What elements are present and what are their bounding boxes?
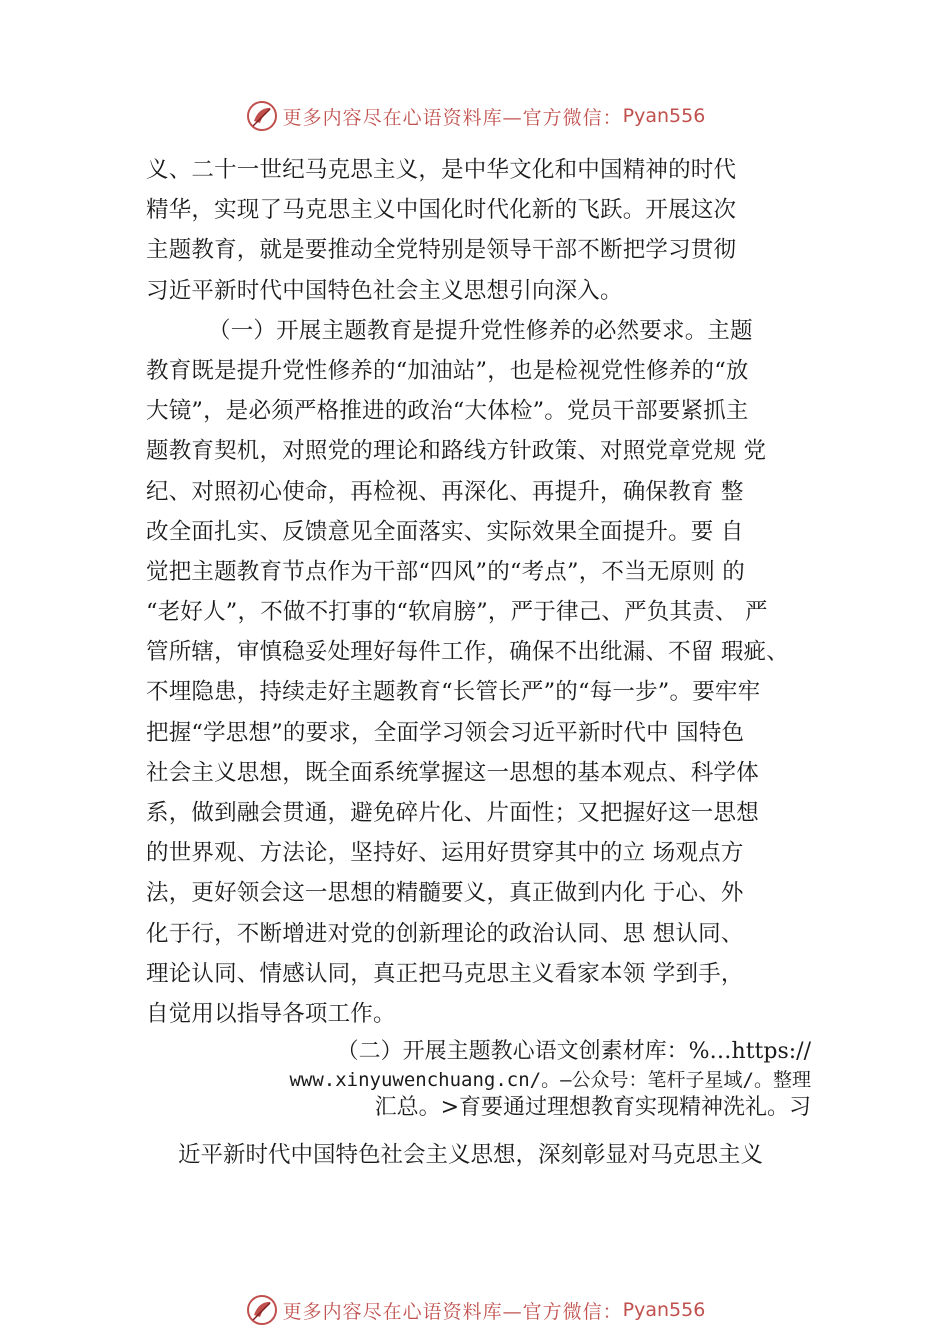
watermark-header xyxy=(0,96,950,136)
paragraph-section-2 xyxy=(146,1038,811,1122)
text-line: 教育既是提升党性修养的“加油站”，也是检视党性修养的“放 xyxy=(146,357,749,384)
text-line: 习近平新时代中国特色社会主义思想引向深入。 xyxy=(146,277,623,304)
document-body xyxy=(146,150,846,1034)
brand-logo-icon xyxy=(245,99,279,133)
section-1-heading-line: （一）开展主题教育是提升党性修养的必然要求。主题 xyxy=(208,317,753,344)
section-2-heading-line: （二）开展主题教心语文创素材库：%…https:// xyxy=(336,1039,811,1064)
text-line: 纪、对照初心使命，再检视、再深化、再提升，确保教育 整 xyxy=(146,478,744,505)
text-line: 近平新时代中国特色社会主义思想，深刻彰显对马克思主义 xyxy=(178,1142,764,1168)
text-line: 大镜”，是必须严格推进的政治“大体检”。党员干部要紧抓主 xyxy=(146,398,749,425)
text-line: 化于行，不断增进对党的创新理论的政治认同、思 想认同、 xyxy=(146,920,744,947)
text-line: 自觉用以指导各项工作。 xyxy=(146,1000,396,1027)
paragraph-section-1 xyxy=(146,311,846,1034)
text-line: 的世界观、方法论，坚持好、运用好贯穿其中的立 场观点方 xyxy=(146,840,744,867)
text-line: 觉把主题教育节点作为干部“四风”的“考点”，不当无原则 的 xyxy=(146,558,745,585)
text-line: “老好人”，不做不打事的“软肩膀”，严于律己、严负其责、 严 xyxy=(146,599,768,626)
text-line: 不埋隐患，持续走好主题教育“长管长严”的“每一步”。要牢牢 xyxy=(146,679,761,706)
text-line: 精华，实现了马克思主义中国化时代化新的飞跃。开展这次 xyxy=(146,197,737,224)
text-line: 把握“学思想”的要求，全面学习领会习近平新时代中 国特色 xyxy=(146,719,745,746)
text-line: 改全面扎实、反馈意见全面落实、实际效果全面提升。要 自 xyxy=(146,518,744,545)
text-line: 义、二十一世纪马克思主义，是中华文化和中国精神的时代 xyxy=(146,157,737,183)
text-line: www.xinyuwenchuang.cn/。—公众号：笔杆子星域/。整理 xyxy=(289,1069,811,1091)
watermark-text-cn: 更多内容尽在心语资料库—官方微信： xyxy=(282,106,623,129)
watermark-text-en: Pyan556 xyxy=(622,105,706,127)
text-line: 汇总。>育要通过理想教育实现精神洗礼。习 xyxy=(374,1095,811,1120)
text-line: 法，更好领会这一思想的精髓要义，真正做到内化 于心、外 xyxy=(146,880,744,907)
watermark-footer xyxy=(0,1290,950,1330)
watermark-text-cn: 更多内容尽在心语资料库—官方微信： xyxy=(282,1300,623,1323)
brand-logo-icon xyxy=(245,1293,279,1327)
text-line: 系，做到融会贯通，避免碎片化、片面性；又把握好这一思想 xyxy=(146,800,759,826)
text-line: 题教育契机，对照党的理论和路线方针政策、对照党章党规 党 xyxy=(146,438,767,465)
text-line: 管所辖，审慎稳妥处理好每件工作，确保不出纰漏、不留 瑕疵、 xyxy=(146,639,789,666)
text-line: 主题教育，就是要推动全党特别是领导干部不断把学习贯彻 xyxy=(146,237,737,264)
text-line: 理论认同、情感认同，真正把马克思主义看家本领 学到手， xyxy=(146,960,744,987)
paragraph-intro-tail xyxy=(146,150,846,311)
text-line: 社会主义思想，既全面系统掌握这一思想的基本观点、科学体 xyxy=(146,759,759,786)
watermark-text-en: Pyan556 xyxy=(622,1299,706,1321)
